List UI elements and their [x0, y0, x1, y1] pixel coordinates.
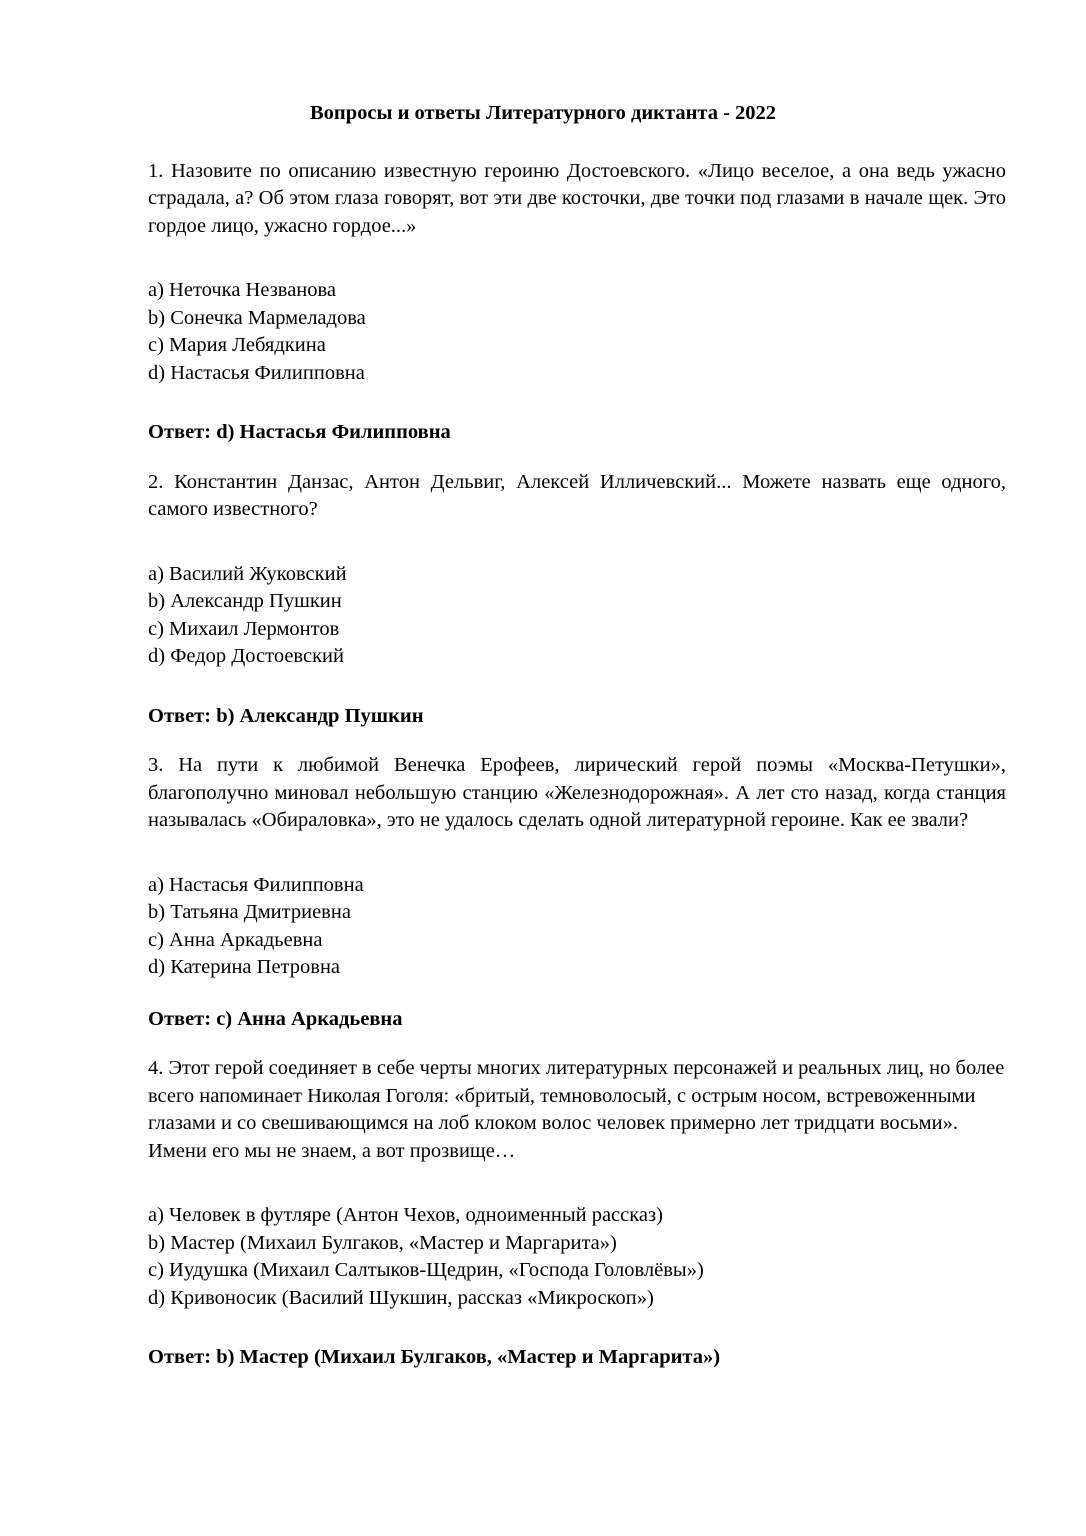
option-item: b) Татьяна Дмитриевна — [148, 901, 351, 923]
question-section-4 — [148, 1055, 1006, 1372]
option-item: d) Настасья Филипповна — [148, 361, 365, 384]
question-3-options — [148, 872, 1006, 982]
question-3-answer: Ответ: c) Анна Аркадьевна — [148, 1007, 403, 1030]
question-1-text: 1. Назовите по описанию известную героиню Достоевского. «Лицо веселое, а она ведь ужасно страдала, а? Об этом глаза говорят, вот эти две косточки, две точки под глазами в начале щек. Это гордое лицо, ужасно гордое...» — [148, 159, 1006, 237]
option-item: a) Настасья Филипповна — [148, 873, 364, 896]
question-section-2 — [148, 469, 1006, 731]
option-item: b) Сонечка Мармеладова — [148, 306, 366, 329]
option-item: b) Мастер (Михаил Булгаков, «Мастер и Маргарита») — [148, 1231, 617, 1254]
option-item: a) Человек в футляре (Антон Чехов, одноименный рассказ) — [148, 1204, 663, 1226]
page-title: Вопросы и ответы Литературного диктанта - 2022 — [309, 102, 777, 124]
question-1-options — [148, 277, 1006, 387]
option-item: b) Александр Пушкин — [148, 590, 342, 612]
question-4-options — [148, 1202, 1006, 1312]
question-4-answer: Ответ: b) Мастер (Михаил Булгаков, «Мастер и Маргарита») — [148, 1346, 721, 1368]
option-item: d) Кривоносик (Василий Шукшин, рассказ «Микроскоп») — [148, 1286, 654, 1309]
question-2-text: 2. Константин Данзас, Антон Дельвиг, Алексей Илличевский... Можете назвать еще одного, самого известного? — [148, 470, 1006, 520]
question-2-answer: Ответ: b) Александр Пушкин — [148, 704, 424, 727]
option-item: c) Анна Аркадьевна — [148, 928, 323, 951]
question-section-1 — [148, 158, 1006, 447]
question-1-answer: Ответ: d) Настасья Филипповна — [148, 421, 451, 443]
question-section-3 — [148, 752, 1006, 1033]
option-item: c) Михаил Лермонтов — [148, 617, 340, 640]
option-item: c) Иудушка (Михаил Салтыков-Щедрин, «Господа Головлёвы») — [148, 1259, 704, 1281]
question-3-text: 3. На пути к любимой Венечка Ерофеев, лирический герой поэмы «Москва-Петушки», благополучно миновал небольшую станцию «Железнодорожная». А лет сто назад, когда станция называлась «Обираловка», это не удалось сделать одной литературной героине. Как ее звали? — [148, 754, 1006, 831]
question-2-options — [148, 561, 1006, 671]
option-item: d) Федор Достоевский — [148, 645, 344, 667]
option-item: c) Мария Лебядкина — [148, 334, 326, 356]
question-4-text: 4. Этот герой соединяет в себе черты многих литературных персонажей и реальных лиц, но более всего напоминает Николая Гоголя: «бритый, темноволосый, с острым носом, встревоженными глазами и со свешивающимся на лоб клоком волос человек примерно лет тридцати восьми». Имени его мы не знаем, а вот прозвище… — [148, 1057, 1005, 1162]
option-item: a) Василий Жуковский — [148, 562, 347, 585]
option-item: a) Неточка Незванова — [148, 279, 337, 301]
option-item: d) Катерина Петровна — [148, 956, 341, 978]
